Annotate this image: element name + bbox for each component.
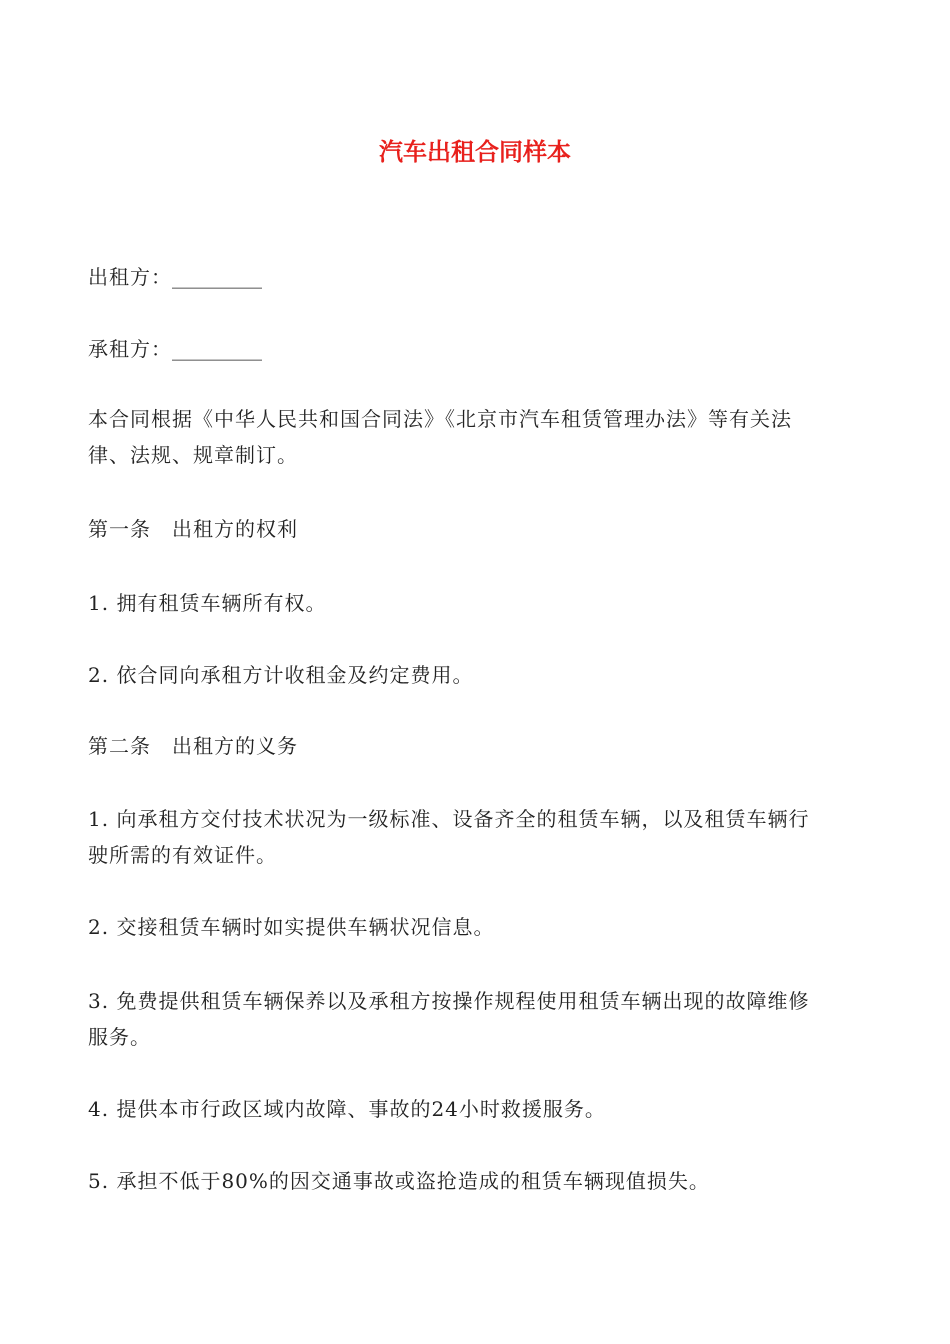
document-title: 汽车出租合同样本	[379, 138, 571, 166]
article2-item-5: 5. 承担不低于80%的因交通事故或盗抢造成的租赁车辆现值损失。	[88, 1169, 710, 1193]
article2-item-4: 4. 提供本市行政区域内故障、事故的24小时救援服务。	[88, 1097, 606, 1121]
article2-item-1	[88, 801, 863, 873]
article2-item-1-line: 驶所需的有效证件。	[88, 843, 277, 867]
intro-line: 本合同根据《中华人民共和国合同法》《北京市汽车租赁管理办法》等有关法	[88, 407, 792, 431]
article1-heading: 第一条 出租方的权利	[88, 517, 298, 541]
article2-item-3-line: 服务。	[88, 1025, 151, 1049]
lessor-label: 出租方：	[88, 265, 172, 289]
intro-line: 律、法规、规章制订。	[88, 443, 298, 467]
lessee-label: 承租方：	[88, 337, 172, 361]
lessee-line	[88, 331, 863, 367]
intro-paragraph	[88, 401, 863, 473]
article2-item-2: 2. 交接租赁车辆时如实提供车辆状况信息。	[88, 915, 495, 939]
article2-item-3	[88, 983, 863, 1055]
article2-heading: 第二条 出租方的义务	[88, 734, 298, 758]
article1-item: 1. 拥有租赁车辆所有权。	[88, 591, 327, 615]
lessor-line	[88, 259, 863, 295]
lessor-blank: _________	[172, 265, 262, 289]
article2-item-3-line: 3. 免费提供租赁车辆保养以及承租方按操作规程使用租赁车辆出现的故障维修	[88, 989, 810, 1013]
article2-item-1-line: 1. 向承租方交付技术状况为一级标准、设备齐全的租赁车辆，以及租赁车辆行	[88, 807, 810, 831]
lessee-blank: _________	[172, 337, 262, 361]
article1-item: 2. 依合同向承租方计收租金及约定费用。	[88, 663, 474, 687]
